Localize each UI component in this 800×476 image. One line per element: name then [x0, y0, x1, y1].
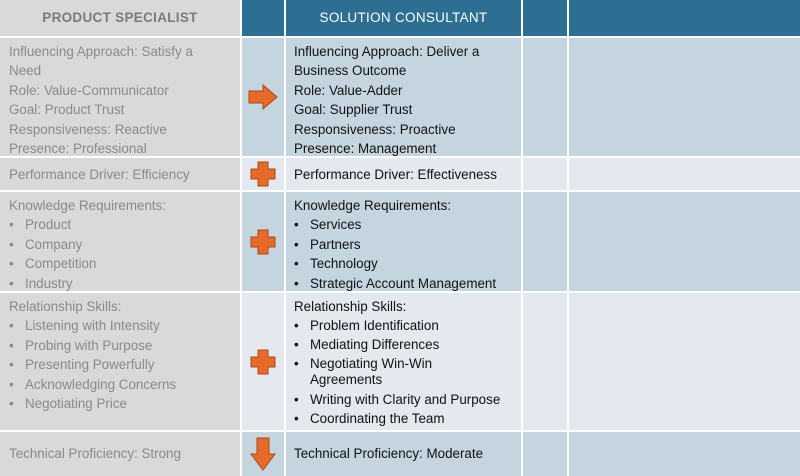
row-4-left-heading: Relationship Skills: [9, 299, 122, 314]
row-4-right-heading: Relationship Skills: [294, 299, 407, 314]
list-item: • Presenting Powerfully [9, 355, 234, 374]
row-3-col-4 [523, 192, 567, 291]
row-1-right-line: Responsiveness: Proactive [294, 121, 456, 137]
list-item: • Negotiating Price [9, 394, 234, 413]
row-4-col-4 [523, 293, 567, 430]
row-4-icon-cell [242, 293, 284, 430]
list-item: • Negotiating Win-Win Agreements [294, 356, 460, 388]
list-item: • Product [9, 215, 234, 234]
row-1-right-line: Presence: Management [294, 141, 437, 157]
row-2-left-line: Performance Driver: Efficiency [9, 167, 190, 182]
row-2-col-4 [523, 158, 567, 190]
row-1-left-line: Role: Value-Communicator [9, 82, 169, 98]
list-item: • Writing with Clarity and Purpose [294, 390, 515, 409]
header-empty-col-5 [569, 0, 800, 36]
row-2-col-5 [569, 158, 800, 190]
list-item: • Company [9, 235, 234, 254]
arrow-down-icon [250, 437, 276, 471]
row-5-col-4 [523, 432, 567, 476]
list-item: • Problem Identification [294, 316, 515, 335]
list-item: • Probing with Purpose [9, 336, 234, 355]
row-4-right [286, 293, 521, 430]
list-item: • Competition [9, 254, 234, 273]
row-1-col-4 [523, 38, 567, 156]
row-5-col-5 [569, 432, 800, 476]
row-5-left [0, 432, 240, 476]
row-3-right-heading: Knowledge Requirements: [294, 198, 452, 213]
list-item: • Mediating Differences [294, 335, 515, 354]
row-3-right [286, 192, 521, 291]
row-2-icon-cell [242, 158, 284, 190]
row-2-right-line: Performance Driver: Effectiveness [294, 167, 497, 182]
row-1-left-line: Influencing Approach: Satisfy a Need [9, 44, 193, 79]
row-2-right [286, 158, 521, 190]
list-item: • Partners [294, 235, 515, 254]
plus-icon [250, 229, 276, 255]
row-2-left [0, 158, 240, 190]
row-1-col-5 [569, 38, 800, 156]
row-5-icon-cell [242, 432, 284, 476]
arrow-right-icon [247, 83, 279, 111]
row-1-icon-cell [242, 38, 284, 156]
row-4-left [0, 293, 240, 430]
row-3-left-heading: Knowledge Requirements: [9, 198, 167, 213]
row-3-left [0, 192, 240, 291]
list-item: • Services [294, 215, 515, 234]
row-4-col-5 [569, 293, 800, 430]
row-5-right [286, 432, 521, 476]
list-item: • Technology [294, 254, 515, 273]
plus-icon [250, 161, 276, 187]
row-3-icon-cell [242, 192, 284, 291]
row-5-right-line: Technical Proficiency: Moderate [294, 446, 484, 461]
row-1-right [286, 38, 521, 156]
row-1-right-line: Goal: Supplier Trust [294, 102, 413, 118]
header-right-title: SOLUTION CONSULTANT [319, 10, 488, 25]
row-3-col-5 [569, 192, 800, 291]
row-5-left-line: Technical Proficiency: Strong [9, 446, 181, 461]
row-1-right-line: Influencing Approach: Deliver a Business Outcome [294, 44, 480, 79]
row-1-left [0, 38, 240, 156]
list-item: • Industry [9, 274, 234, 293]
row-1-left-line: Presence: Professional [9, 141, 147, 157]
row-1-right-line: Role: Value-Adder [294, 82, 403, 98]
plus-icon [250, 349, 276, 375]
list-item: • Coordinating the Team [294, 409, 515, 428]
list-item: • Listening with Intensity [9, 316, 234, 335]
header-product-specialist [0, 0, 240, 36]
header-icon-column [242, 0, 284, 36]
list-item: • Acknowledging Concerns [9, 375, 234, 394]
row-1-left-line: Responsiveness: Reactive [9, 121, 167, 137]
header-solution-consultant [286, 0, 521, 36]
header-empty-col-4 [523, 0, 567, 36]
header-left-title: PRODUCT SPECIALIST [42, 10, 198, 25]
row-1-left-line: Goal: Product Trust [9, 102, 125, 118]
list-item: • Strategic Account Management [294, 274, 515, 293]
